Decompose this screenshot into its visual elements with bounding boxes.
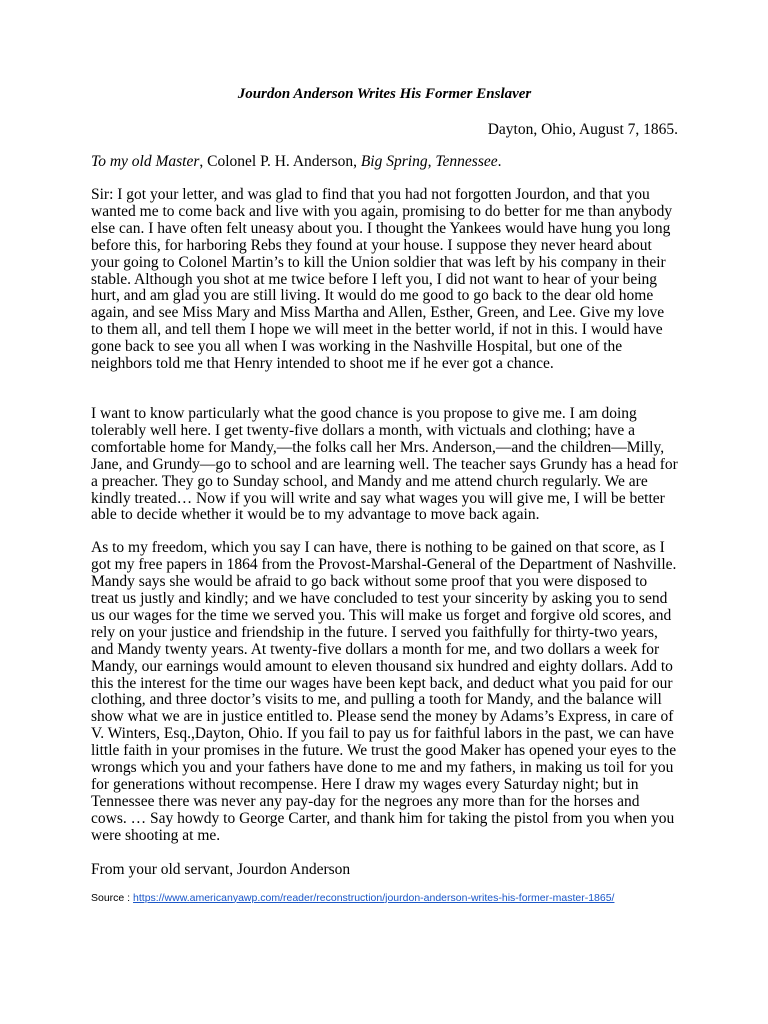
- source-link[interactable]: https://www.americanyawp.com/reader/reconstruction/jourdon-anderson-writes-his-former-master-1865/: [133, 891, 615, 904]
- salutation-period: .: [497, 153, 502, 170]
- letter-paragraph-2: I want to know particularly what the good chance is you propose to give me. I am doing tolerably well here. I get twenty-five dollars a month, with victuals and clothing; have a comfortable home for Mandy,—the folks call her Mrs. Anderson,—and the children—Milly, Jane, and Grundy—go to school and are learning well. The teacher says Grundy has a head for a preacher. They go to Sunday school, and Mandy and me attend church regularly. We are kindly treated… Now if you will write and say what wages you will give me, I will be better able to decide whether it would be to my advantage to move back again.: [91, 404, 678, 524]
- salutation: [91, 152, 678, 172]
- salutation-name: , Colonel P. H. Anderson,: [199, 153, 361, 170]
- letter-paragraph-3: As to my freedom, which you say I can have, there is nothing to be gained on that score, as I got my free papers in 1864 from the Provost-Marshal-General of the Department of Nashville. Mandy says she would be afraid to go back without some proof that you were disposed to treat us justly and kindly; and we have concluded to test your sincerity by asking you to send us our wages for the time we served you. This will make us forget and forgive old scores, and rely on your justice and friendship in the future. I served you faithfully for thirty-two years, and Mandy twenty years. At twenty-five dollars a month for me, and two dollars a week for Mandy, our earnings would amount to eleven thousand six hundred and eighty dollars. Add to this the interest for the time our wages have been kept back, and deduct what you paid for our clothing, and three doctor’s visits to me, and pulling a tooth for Mandy, and the balance will show what we are in justice entitled to. Please send the money by Adams’s Express, in care of V. Winters, Esq.,Dayton, Ohio. If you fail to pay us for faithful labors in the past, we can have little faith in your promises in the future. We trust the good Maker has opened your eyes to the wrongs which you and your fathers have done to me and my fathers, in making us toil for you for generations without recompense. Here I draw my wages every Saturday night; but in Tennessee there was never any pay-day for the negroes any more than for the horses and cows. … Say howdy to George Carter, and thank him for taking the pistol from you when you were shooting at me.: [91, 539, 677, 844]
- salutation-location: Big Spring, Tennessee: [360, 153, 498, 170]
- letter-paragraph-1: Sir: I got your letter, and was glad to find that you had not forgotten Jourdon, and that you wanted me to come back and live with you again, promising to do better for me than anybody else can. I have often felt uneasy about you. I thought the Yankees would have hung you long before this, for harboring Rebs they found at your house. I suppose they never heard about your going to Colonel Martin’s to kill the Union soldier that was left by his company in their stable. Although you shot at me twice before I left you, I did not want to hear of your being hurt, and am glad you are still living. It would do me good to go back to the dear old home again, and see Miss Mary and Miss Martha and Allen, Esther, Green, and Lee. Give my love to them all, and tell them I hope we will meet in the better world, if not in this. I would have gone back to see you all when I was working in the Nashville Hospital, but one of the neighbors told me that Henry intended to shoot me if he ever got a chance.: [91, 186, 673, 373]
- salutation-addressee: To my old Master: [91, 153, 200, 170]
- dateline: Dayton, Ohio, August 7, 1865.: [487, 121, 678, 138]
- signoff: From your old servant, Jourdon Anderson: [91, 860, 351, 878]
- document-page: [91, 84, 678, 905]
- source-line: [91, 891, 678, 905]
- document-title: Jourdon Anderson Writes His Former Enslaver: [237, 86, 532, 102]
- source-label: Source :: [91, 891, 134, 904]
